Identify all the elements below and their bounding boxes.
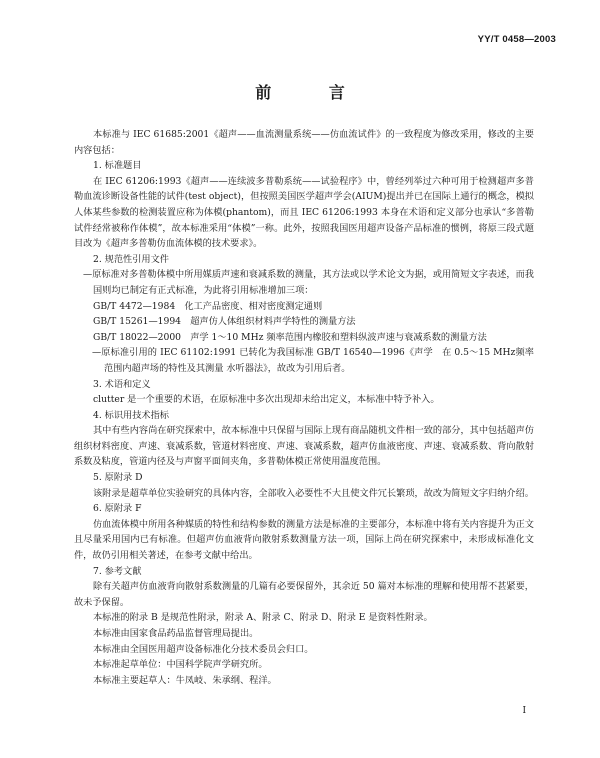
section-heading-6: 6. 原附录 F [93, 503, 142, 515]
reference-item: GB/T 4472—1984 化工产品密度、相对密度测定通则 [93, 300, 323, 312]
body-paragraph: —原标准对多普勒体模中所用媒质声速和衰减系数的测量，其方法或以学术论文为据，或用简短文字表述，而我国则均已制定有正式标准，为此将引用标准增加三项： [83, 269, 534, 296]
intro-paragraph: 本标准与 IEC 61685:2001《超声——血流测量系统——仿血流试件》的一致程度为修改采用，修改的主要内容包括： [74, 129, 534, 156]
body-paragraph: 在 IEC 61206:1993《超声——连续波多普勒系统——试验程序》中，曾经列举过六种可用于检测超声多普勒血流诊断设备性能的试件(test object)，但按照美国医学超声学会(AIUM)提出并已在国际上通行的概念，模拟人体某些参数的检测装置应称为体模(phantom)，而且 IEC 61206:1993 本身在术语和定义部分也承认“多普勒试件经常被称作体模”，故本标准采用“体模”一称。此外，按照我国医用超声设备产品标准的惯例，将原三段式题目改为《超声多普勒仿血流体模的技术要求》。 [74, 175, 534, 250]
body-paragraph: 其中有些内容尚在研究探索中，故本标准中只保留与国际上现有商品随机文件相一致的部分，其中包括超声仿组织材料密度、声速、衰减系数，管道材料密度、声速、衰减系数，超声仿血液密度、声速、衰减系数、背向散射系数及粘度，管道内径及与声窗平面间夹角，多普勒体模正常使用温度范围。 [74, 425, 534, 468]
body-paragraph: 该附录是超草单位实验研究的具体内容，全部收入必要性不大且使文件冗长繁琐，故改为简短文字归纳介绍。 [93, 487, 534, 499]
body-paragraph: clutter 是一个重要的术语，在原标准中多次出现却未给出定义，本标准中特予补入。 [93, 394, 440, 406]
body-paragraph: 本标准的附录 B 是规范性附录，附录 A、附录 C、附录 D、附录 E 是资料性附录。 [93, 612, 433, 624]
section-heading-5: 5. 原附录 D [93, 472, 143, 484]
body-paragraph: 除有关超声仿血液背向散射系数测量的几篇有必要保留外，其余近 50 篇对本标准的理解和使用帮不甚紧要，故未予保留。 [74, 581, 534, 608]
body-paragraph: 本标准起草单位：中国科学院声学研究所。 [93, 659, 268, 671]
section-heading-1: 1. 标准题目 [93, 160, 142, 172]
body-paragraph: 本标准由国家食品药品监督管理局提出。 [93, 628, 259, 639]
page-title: 前 言 [255, 83, 371, 102]
body-paragraph: 本标准由全国医用超声设备标准化分技术委员会归口。 [93, 643, 314, 655]
section-heading-4: 4. 标识用技术指标 [93, 409, 169, 421]
body-paragraph: —原标准引用的 IEC 61102:1991 已转化为我国标准 GB/T 16540—1996《声学 在 0.5～15 MHz频率范围内超声场的特性及其测量 水听器法》，故改为引用后者。 [92, 347, 534, 374]
standard-number: YY/T 0458—2003 [477, 34, 556, 45]
body-paragraph: 本标准主要起草人：牛凤岐、朱承纲、程洋。 [93, 674, 277, 686]
section-heading-3: 3. 术语和定义 [93, 378, 151, 390]
section-heading-7: 7. 参考文献 [93, 565, 142, 577]
section-heading-2: 2. 规范性引用文件 [93, 253, 169, 265]
page-number: I [522, 706, 526, 716]
body-paragraph: 仿血流体模中所用各种媒质的特性和结构参数的测量方法是标准的主要部分，本标准中将有关内容提升为正文且尽量采用国内已有标准。但超声仿血液背向散射系数测量方法一项，国际上尚在研究探索中，未形成标准化文件，故仍引用相关著述，在参考文献中给出。 [74, 518, 534, 562]
reference-item: GB/T 18022—2000 声学 1～10 MHz 频率范围内橡胶和塑料纵波声速与衰减系数的测量方法 [93, 331, 487, 343]
foreword-body [74, 127, 534, 688]
reference-item: GB/T 15261—1994 超声仿人体组织材料声学特性的测量方法 [93, 316, 356, 328]
